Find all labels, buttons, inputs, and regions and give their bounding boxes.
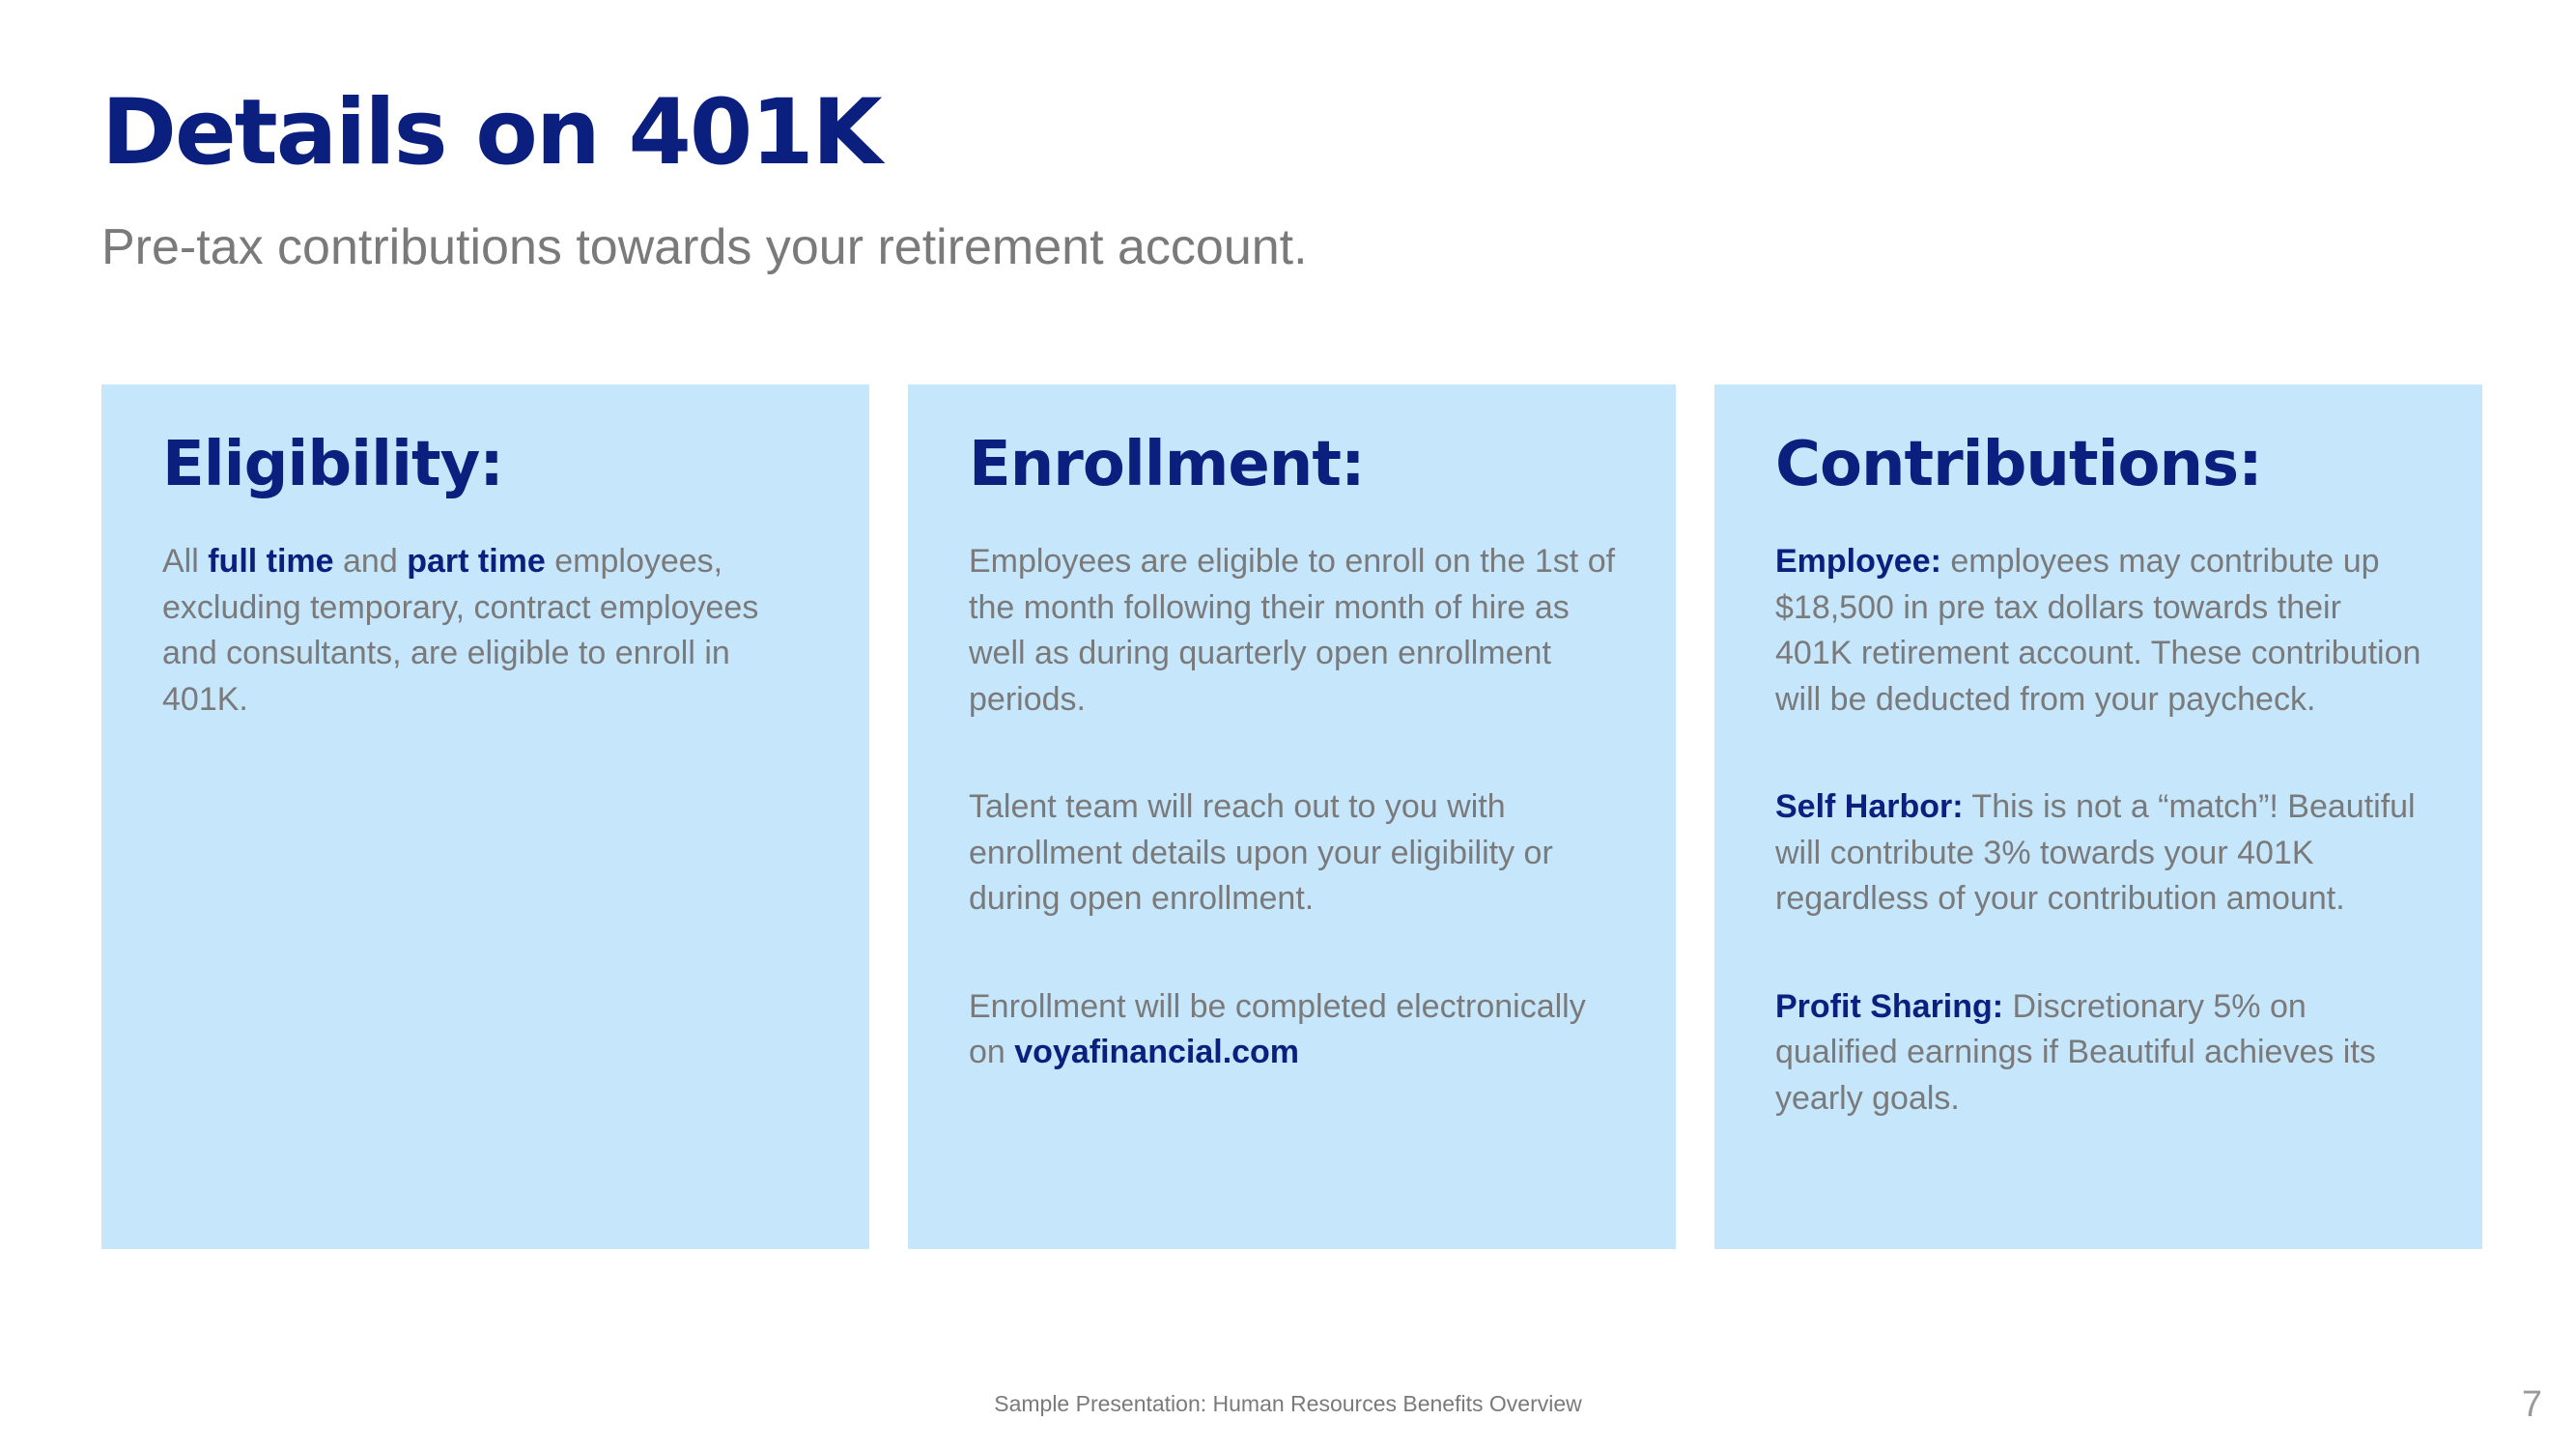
eligibility-card	[101, 384, 869, 1249]
footer-text: Sample Presentation: Human Resources Benefits Overview	[994, 1391, 1582, 1416]
emphasis-text: voyafinancial.com	[1014, 1034, 1300, 1070]
body-text: employees, excluding temporary, contract employees and consultants, are eligible to enroll in 401K.	[162, 543, 759, 718]
emphasis-text: Profit Sharing:	[1775, 987, 2004, 1025]
page-number: 7	[2521, 1384, 2542, 1425]
card-heading: Enrollment:	[969, 429, 1365, 500]
card-heading: Eligibility:	[162, 429, 503, 500]
card-paragraph	[162, 539, 811, 723]
body-text: Employees are eligible to enroll on the 1st of the month following their month of hire as well as during quarterly open enrollment periods.	[969, 543, 1616, 718]
body-text: This is not a “match”! Beautiful will contribute 3% towards your 401K regardless of your contribution amount.	[1775, 788, 2416, 917]
card-paragraph	[969, 784, 1618, 923]
card-paragraph	[969, 539, 1618, 723]
card-paragraph	[969, 984, 1618, 1076]
emphasis-text: Employee:	[1775, 543, 1941, 580]
body-text: All	[162, 543, 209, 580]
card-paragraph	[1775, 784, 2424, 923]
card-body	[1775, 539, 2424, 1122]
page-subtitle: Pre-tax contributions towards your retirement account.	[101, 219, 1308, 275]
card-paragraph	[1775, 539, 2424, 723]
body-text: Talent team will reach out to you with enrollment details upon your eligibility or during open enrollment.	[969, 788, 1553, 917]
contributions-card	[1714, 384, 2482, 1249]
body-text: employees may contribute up $18,500 in pre tax dollars towards their 401K retirement account. These contribution will be deducted from your paycheck.	[1775, 543, 2421, 718]
card-body	[162, 539, 811, 723]
body-text: Discretionary 5% on qualified earnings if Beautiful achieves its yearly goals.	[1775, 987, 2376, 1117]
body-text: Enrollment will be completed electronically on	[969, 987, 1586, 1070]
body-text: and	[333, 543, 408, 580]
card-heading: Contributions:	[1775, 429, 2262, 500]
card-paragraph	[1775, 984, 2424, 1122]
page-title: Details on 401K	[101, 80, 881, 185]
emphasis-text: part time	[407, 543, 546, 580]
card-body	[969, 539, 1618, 1076]
emphasis-text: Self Harbor:	[1775, 788, 1964, 825]
emphasis-text: full time	[208, 543, 334, 580]
enrollment-card	[908, 384, 1676, 1249]
